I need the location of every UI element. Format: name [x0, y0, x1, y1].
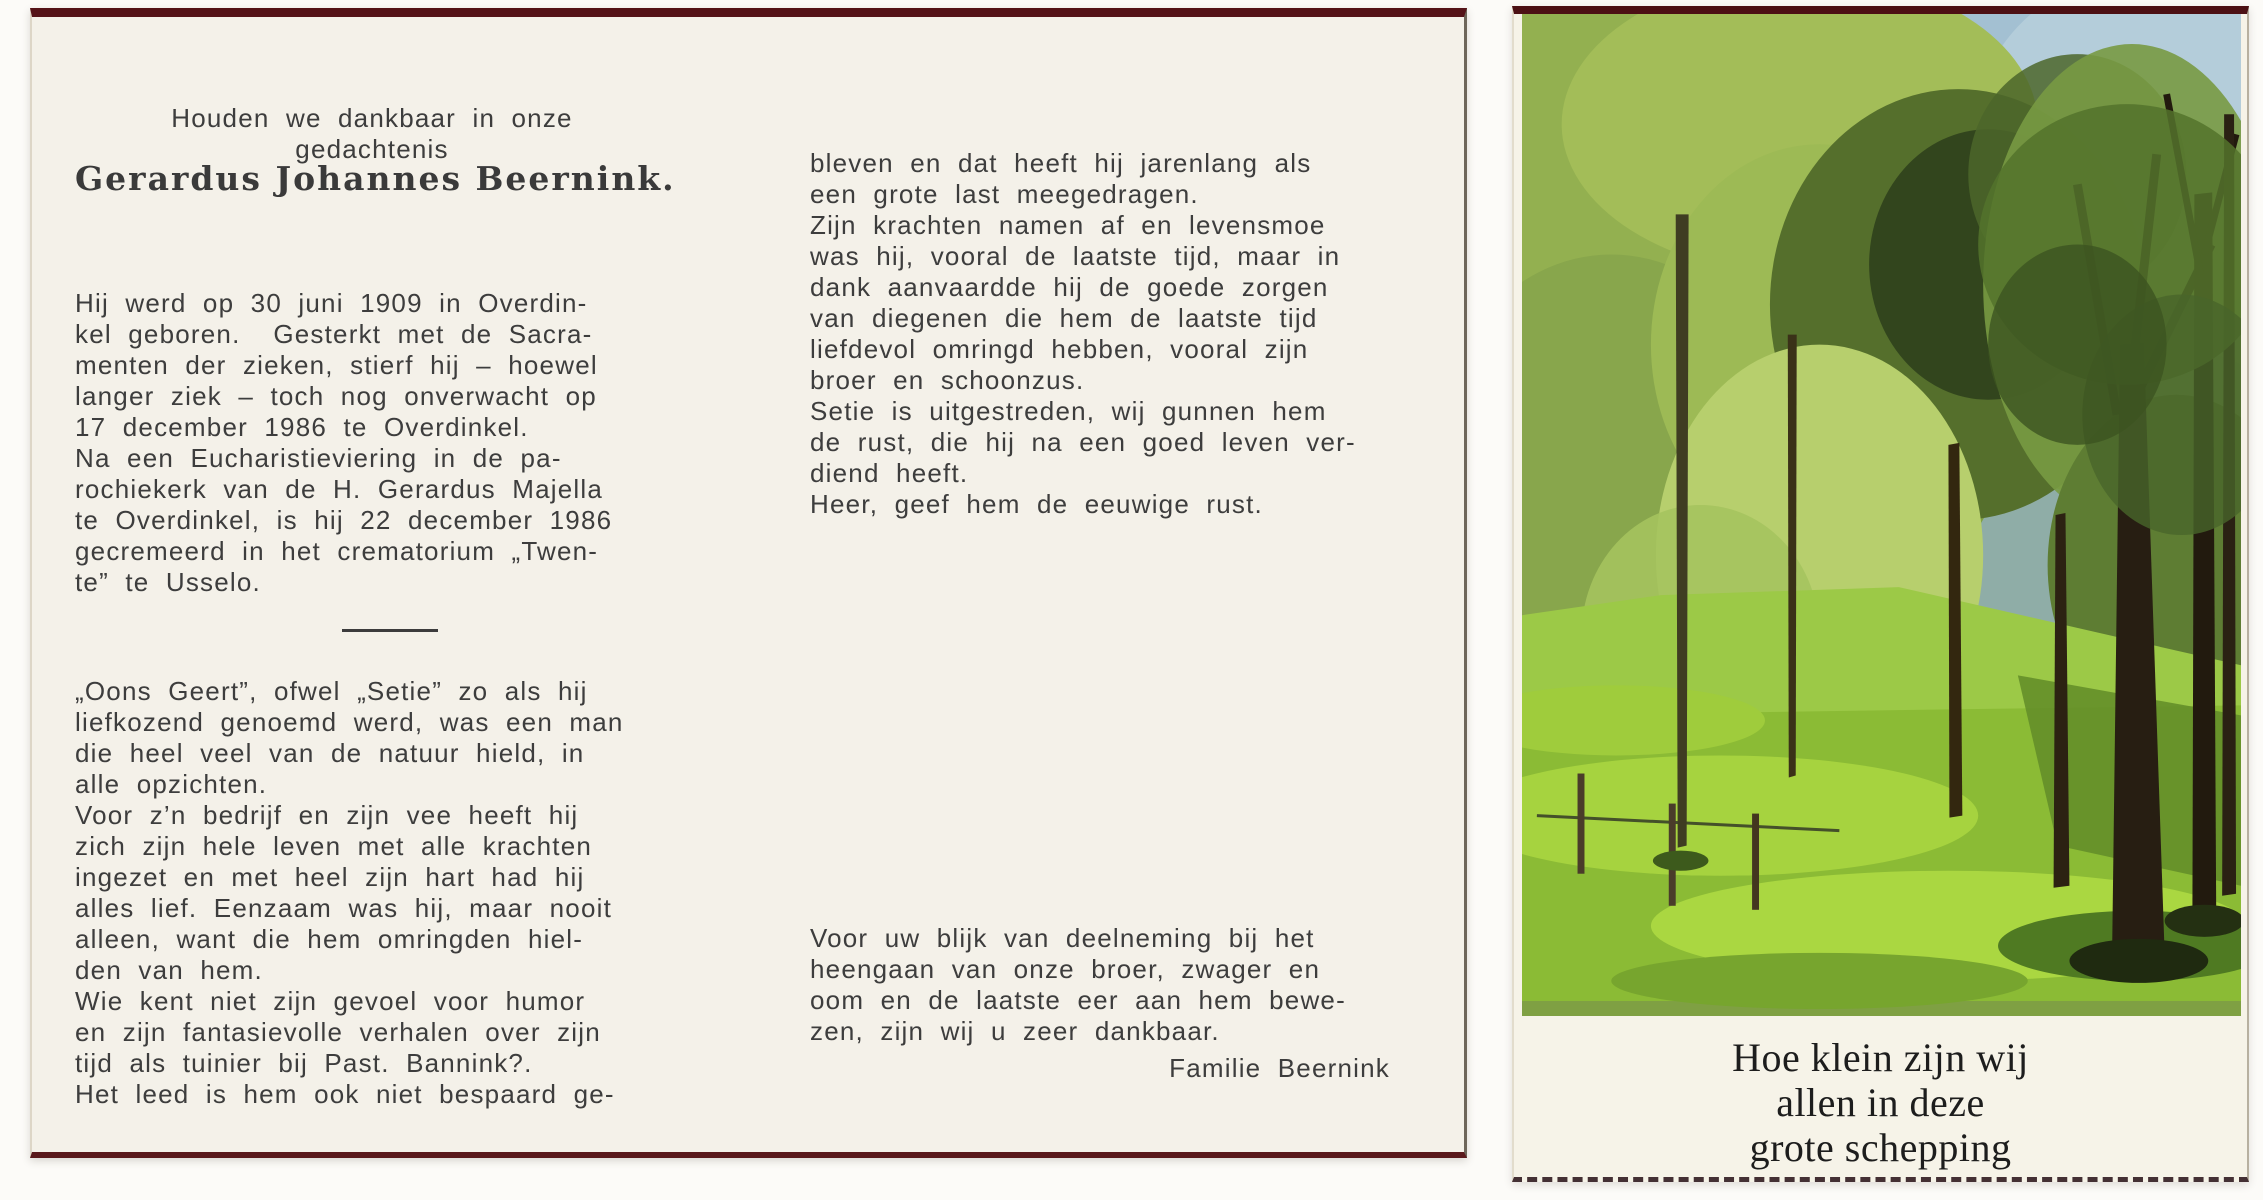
text-line: alle opzichten. [75, 769, 268, 799]
text-line: die heel veel van de natuur hield, in [75, 738, 585, 768]
text-line: Voor z’n bedrijf en zijn vee heeft hij [75, 800, 579, 830]
photo-card [1512, 6, 2249, 1182]
memorial-heading [82, 103, 662, 165]
meadow-trees-illustration [1522, 14, 2241, 1016]
text-line: oom en de laatste eer aan hem bewe- [810, 985, 1346, 1015]
text-line: rochiekerk van de H. Gerardus Majella [75, 474, 604, 504]
text-line: een grote last meegedragen. [810, 179, 1199, 209]
caption-line: Hoe klein zijn wij [1732, 1035, 2029, 1080]
text-line: Setie is uitgestreden, wij gunnen hem [810, 396, 1327, 426]
continuation-paragraph [810, 148, 1402, 520]
text-line: Voor uw blijk van deelneming bij het [810, 923, 1315, 953]
text-line: bleven en dat heeft hij jarenlang als [810, 148, 1312, 178]
text-line: alles lief. Eenzaam was hij, maar nooit [75, 893, 613, 923]
text-line: langer ziek – toch nog onverwacht op [75, 381, 597, 411]
text-card [30, 8, 1467, 1158]
text-line: Het leed is hem ook niet bespaard ge- [75, 1079, 615, 1109]
text-line: dank aanvaardde hij de goede zorgen [810, 272, 1329, 302]
text-line: 17 december 1986 te Overdinkel. [75, 412, 529, 442]
text-line: liefkozend genoemd werd, was een man [75, 707, 624, 737]
text-line: heengaan van onze broer, zwager en [810, 954, 1321, 984]
biography-paragraph [75, 288, 653, 598]
text-line: te” te Usselo. [75, 567, 261, 597]
text-line: zen, zijn wij u zeer dankbaar. [810, 1016, 1220, 1046]
text-line: was hij, vooral de laatste tijd, maar in [810, 241, 1341, 271]
heading-line: gedachtenis [295, 134, 449, 164]
text-line: Heer, geef hem de eeuwige rust. [810, 489, 1263, 519]
landscape-photo [1522, 14, 2241, 1016]
text-line: Na een Eucharistieviering in de pa- [75, 443, 562, 473]
text-line: kel geboren. Gesterkt met de Sacra- [75, 319, 593, 349]
text-line: Wie kent niet zijn gevoel voor humor [75, 986, 586, 1016]
section-divider [342, 629, 438, 632]
family-signature: Familie Beernink [1169, 1053, 1390, 1083]
text-line: van diegenen die hem de laatste tijd [810, 303, 1318, 333]
text-line: zich zijn hele leven met alle krachten [75, 831, 593, 861]
text-line: „Oons Geert”, ofwel „Setie” zo als hij [75, 676, 588, 706]
text-line: broer en schoonzus. [810, 365, 1085, 395]
text-line: diend heeft. [810, 458, 969, 488]
deceased-name: Gerardus Johannes Beernink. [75, 159, 676, 198]
text-line: Hij werd op 30 juni 1909 in Overdin- [75, 288, 588, 318]
text-line: liefdevol omringd hebben, vooral zijn [810, 334, 1309, 364]
caption-line: grote schepping [1749, 1125, 2012, 1170]
text-line: te Overdinkel, is hij 22 december 1986 [75, 505, 613, 535]
text-line: de rust, die hij na een goed leven ver- [810, 427, 1356, 457]
text-line: ingezet en met heel zijn hart had hij [75, 862, 585, 892]
heading-line: Houden we dankbaar in onze [171, 103, 573, 133]
text-line: tijd als tuinier bij Past. Bannink?. [75, 1048, 533, 1078]
caption-line: allen in deze [1776, 1080, 1985, 1125]
text-line: en zijn fantasievolle verhalen over zijn [75, 1017, 601, 1047]
text-line: menten der zieken, stierf hij – hoewel [75, 350, 598, 380]
tribute-paragraph [75, 676, 660, 1110]
photo-caption [1514, 1035, 2247, 1170]
text-line: alleen, want die hem omringden hiel- [75, 924, 584, 954]
text-line: den van hem. [75, 955, 263, 985]
text-line: Zijn krachten namen af en levensmoe [810, 210, 1326, 240]
acknowledgement-paragraph [810, 923, 1402, 1047]
text-line: gecremeerd in het crematorium „Twen- [75, 536, 599, 566]
